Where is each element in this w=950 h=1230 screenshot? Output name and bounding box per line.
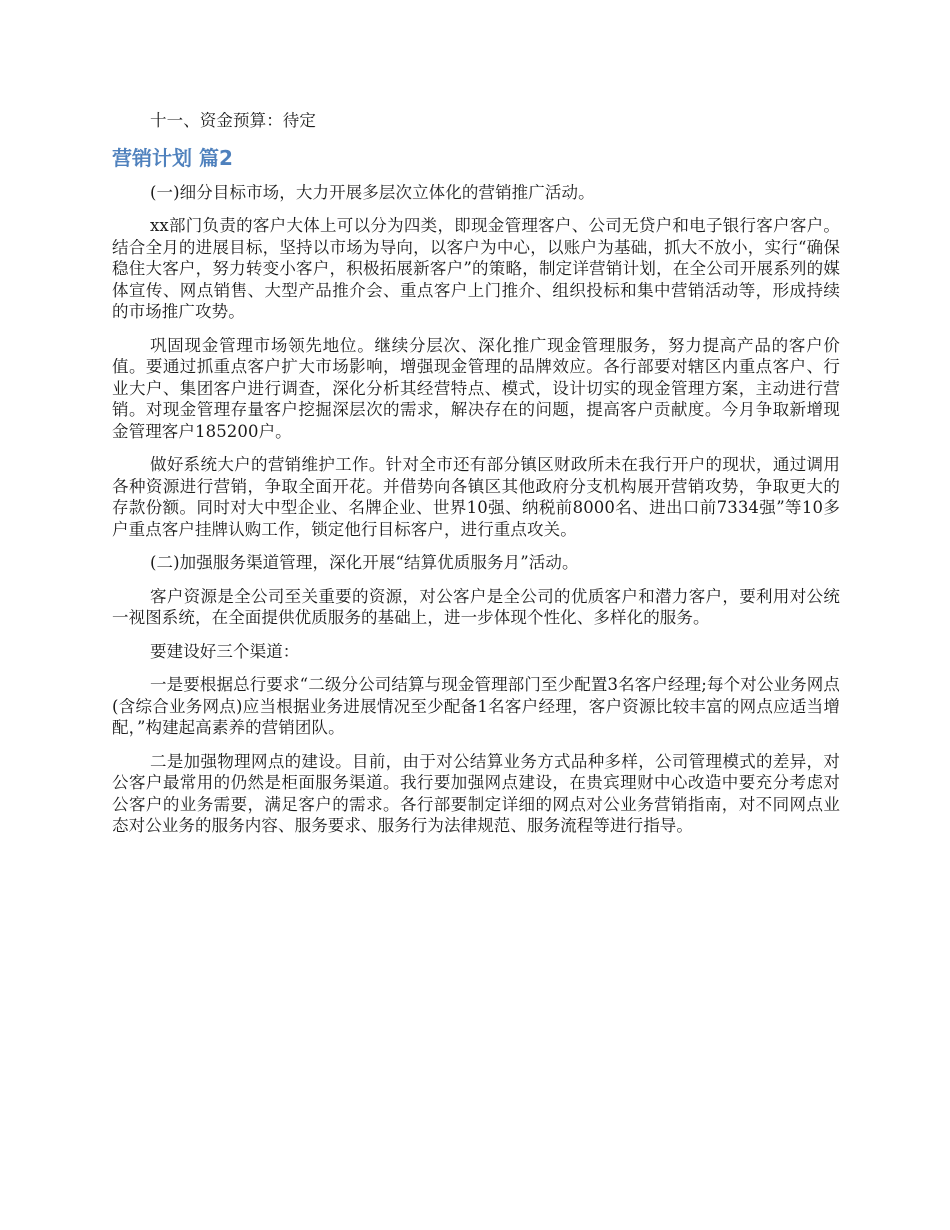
paragraph-6: 客户资源是全公司至关重要的资源，对公客户是全公司的优质客户和潜力客户，要利用对公统一视图系统，在全面提供优质服务的基础上，进一步体现个性化、多样化的服务。 (112, 586, 840, 627)
paragraph-5: (二)加强服务渠道管理，深化开展“结算优质服务月”活动。 (150, 553, 579, 572)
plan-heading: 营销计划 篇2 (112, 145, 233, 170)
paragraph-3: 巩固现金管理市场领先地位。继续分层次、深化推广现金管理服务，努力提高产品的客户价值。要通过抓重点客户扩大市场影响，增强现金管理的品牌效应。各行部要对辖区内重点客户、行业大户、集团客户进行调查，深化分析其经营特点、模式，设计切实的现金管理方案，主动进行营销。对现金管理存量客户挖掘深层次的需求，解决存在的问题，提高客户贡献度。今月争取新增现金管理客户185200户。 (112, 335, 840, 441)
paragraph-2: xx部门负责的客户大体上可以分为四类，即现金管理客户、公司无贷户和电子银行客户客户。结合全月的进展目标，坚持以市场为导向，以客户为中心，以账户为基础，抓大不放小，实行“确保稳住大客户，努力转变小客户，积极拓展新客户”的策略，制定详营销计划，在全公司开展系列的媒体宣传、网点销售、大型产品推介会、重点客户上门推介、组织投标和集中营销活动等，形成持续的市场推广攻势。 (112, 216, 840, 321)
document-page (112, 110, 840, 849)
paragraph-1: (一)细分目标市场，大力开展多层次立体化的营销推广活动。 (150, 182, 595, 202)
paragraph-7: 要建设好三个渠道： (150, 641, 300, 661)
paragraph-8: 一是要根据总行要求“二级分公司结算与现金管理部门至少配置3名客户经理;每个对公业务网点(含综合业务网点)应当根据业务进展情况至少配备1名客户经理，客户资源比较丰富的网点应适当增配，”构建起高素养的营销团队。 (112, 675, 840, 737)
paragraph-4: 做好系统大户的营销维护工作。针对全市还有部分镇区财政所未在我行开户的现状，通过调用各种资源进行营销，争取全面开花。并借势向各镇区其他政府分支机构展开营销攻势，争取更大的存款份额。同时对大中型企业、名牌企业、世界10强、纳税前8000名、进出口前7334强”等10多户重点客户挂牌认购工作，锁定他行目标客户，进行重点攻关。 (112, 455, 840, 539)
paragraph-9: 二是加强物理网点的建设。目前，由于对公结算业务方式品种多样，公司管理模式的差异，对公客户最常用的仍然是柜面服务渠道。我行要加强网点建设，在贵宾理财中心改造中要充分考虑对公客户的业务需要，满足客户的需求。各行部要制定详细的网点对公业务营销指南，对不同网点业态对公业务的服务内容、服务要求、服务行为法律规范、服务流程等进行指导。 (112, 751, 840, 835)
section-11-budget: 十一、资金预算：待定 (150, 111, 316, 130)
